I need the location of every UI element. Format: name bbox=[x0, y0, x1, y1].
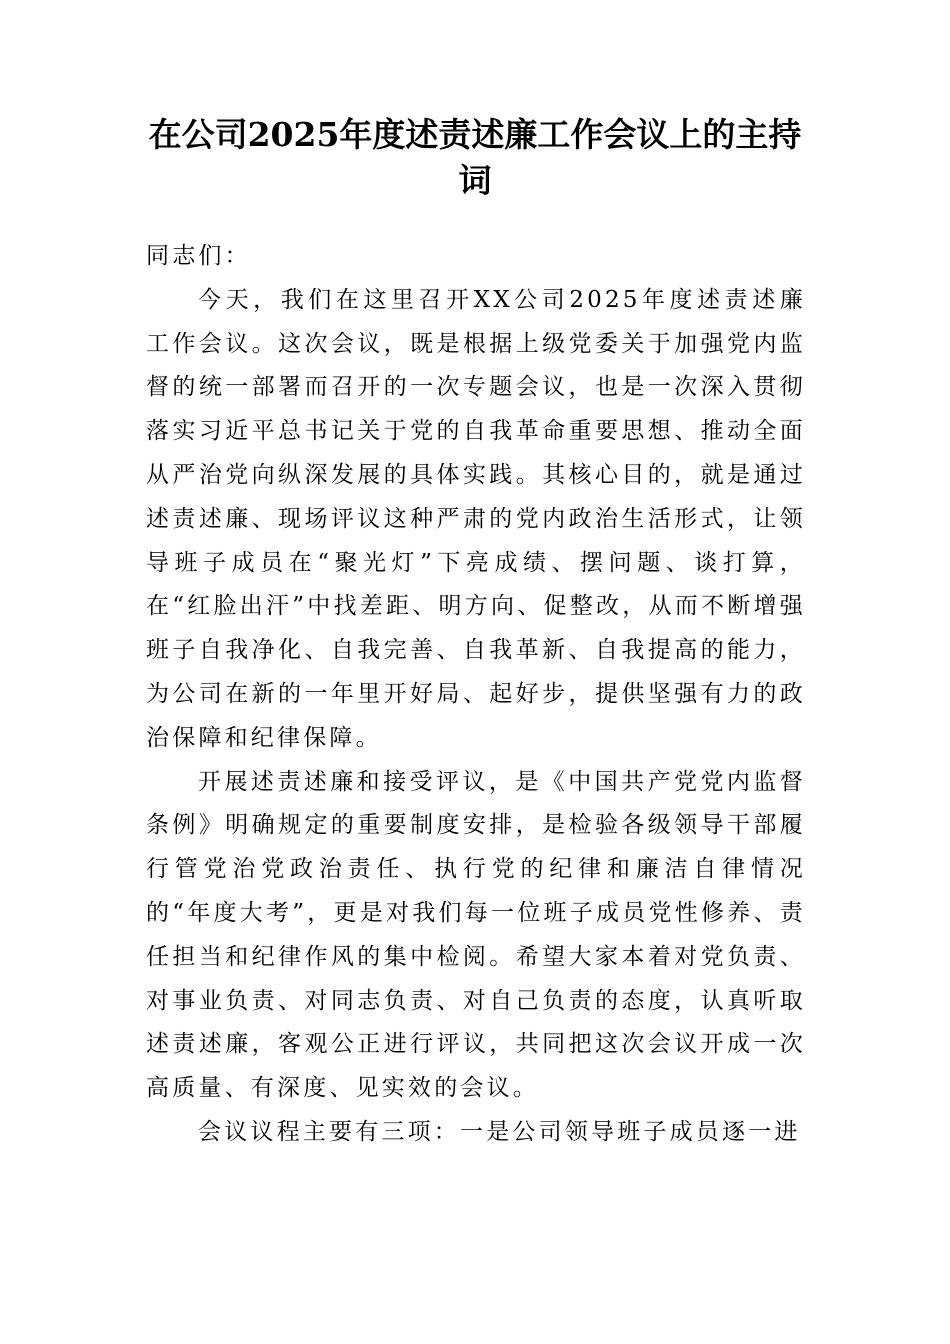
paragraph-3: 会议议程主要有三项：一是公司领导班子成员逐一进 bbox=[198, 1118, 801, 1145]
salutation: 同志们： bbox=[146, 243, 251, 269]
document-body bbox=[146, 235, 806, 1155]
document-title: 在公司2025年度述责述廉工作会议上的主持词 bbox=[148, 115, 802, 200]
paragraph-2: 开展述责述廉和接受评议，是《中国共产党党内监督条例》明确规定的重要制度安排，是检验各级领导干部履行管党治党政治责任、执行党的纪律和廉洁自律情况的“年度大考”，更是对我们每一位班子成员党性修养、责任担当和纪律作风的集中检阅。希望大家本着对党负责、对事业负责、对同志负责、对自己负责的态度，认真听取述责述廉，客观公正进行评议，共同把这次会议开成一次高质量、有深度、见实效的会议。 bbox=[146, 768, 806, 1102]
paragraph-1: 今天，我们在这里召开XX公司2025年度述责述廉工作会议。这次会议，既是根据上级党委关于加强党内监督的统一部署而召开的一次专题会议，也是一次深入贯彻落实习近平总书记关于党的自我革命重要思想、推动全面从严治党向纵深发展的具体实践。其核心目的，就是通过述责述廉、现场评议这种严肃的党内政治生活形式，让领导班子成员在“聚光灯”下亮成绩、摆问题、谈打算，在“红脸出汗”中找差距、明方向、促整改，从而不断增强班子自我净化、自我完善、自我革新、自我提高的能力，为公司在新的一年里开好局、起好步，提供坚强有力的政治保障和纪律保障。 bbox=[146, 286, 806, 751]
